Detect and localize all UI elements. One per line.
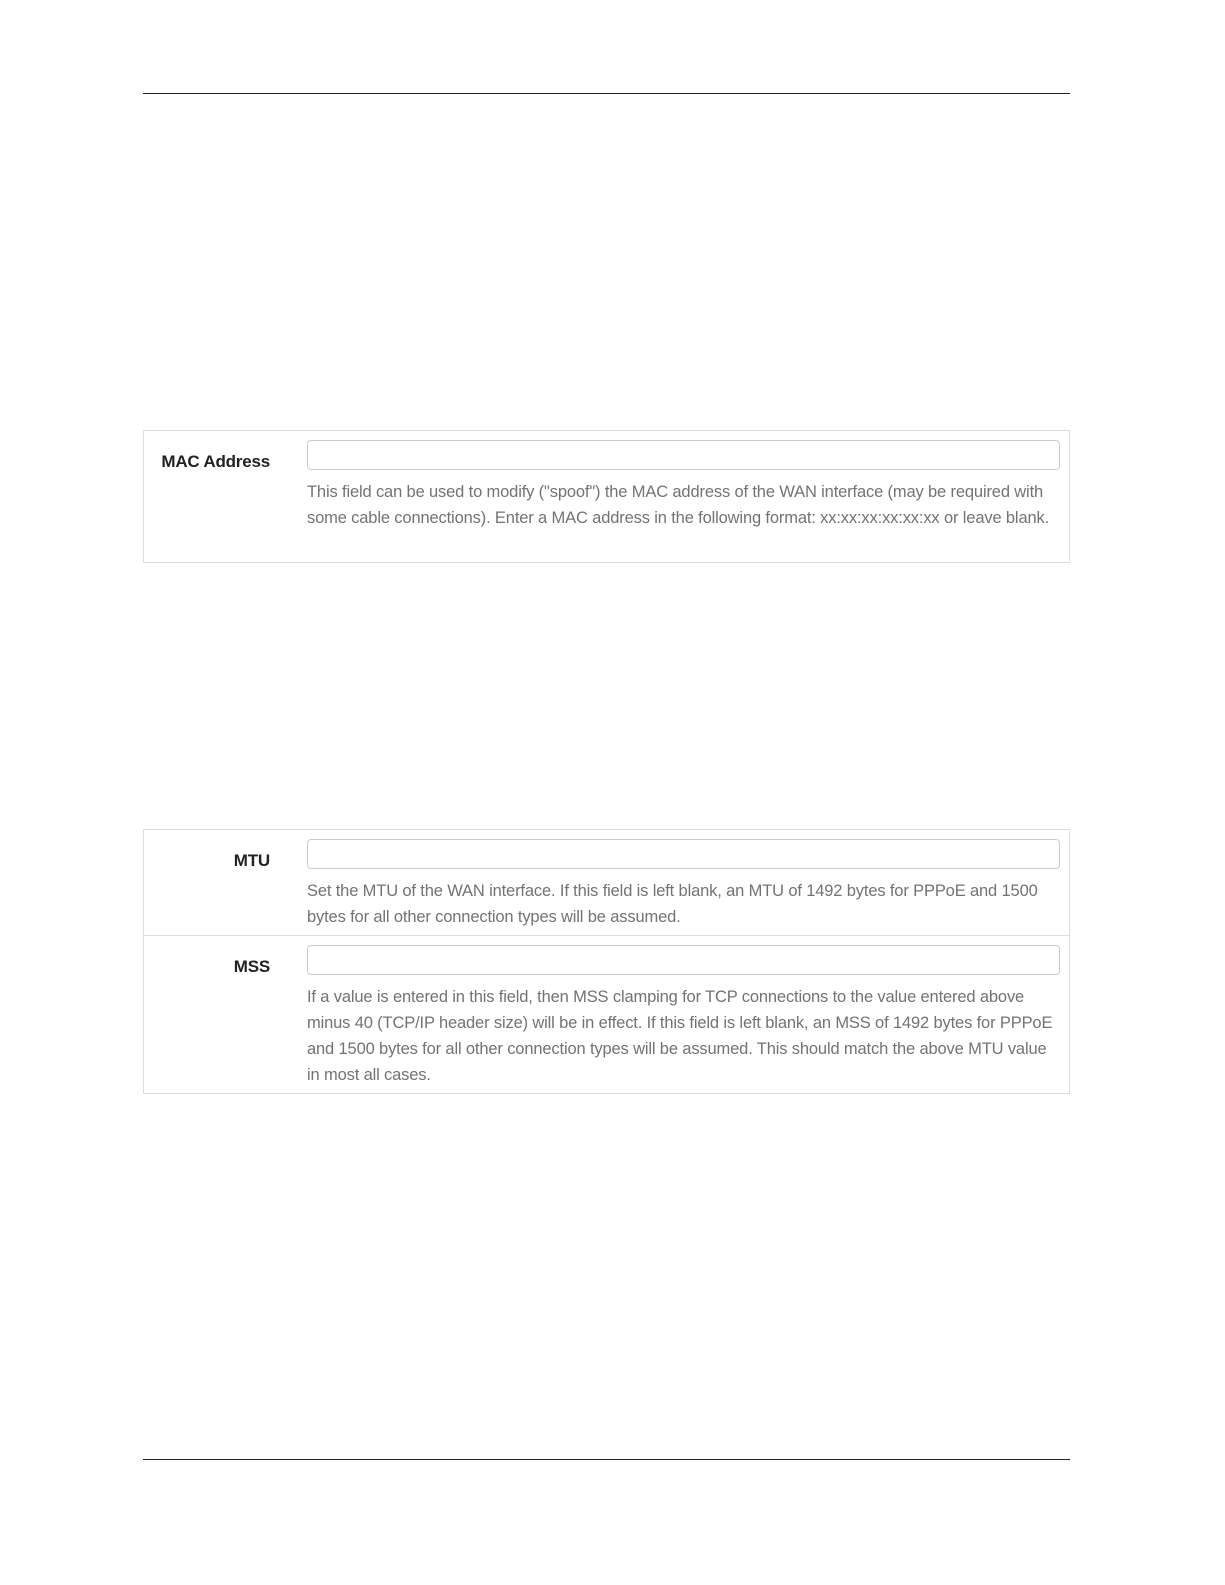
mtu-mss-panel: [143, 829, 1070, 1094]
mss-label: MSS: [233, 957, 270, 976]
mtu-input[interactable]: [307, 839, 1060, 869]
mtu-row: [144, 830, 1069, 935]
mac-address-input[interactable]: [307, 440, 1060, 470]
header-rule: [143, 93, 1070, 94]
mss-help: If a value is entered in this field, then MSS clamping for TCP connections to the value entered above minus 40 (TCP/IP header size) will be in effect. If this field is left blank, an MSS of 1492 bytes for PPPoE and 1500 bytes for all other connection types will be assumed. This should match the above MTU value in most all cases.: [307, 988, 1053, 1084]
mss-row: [144, 935, 1069, 1093]
mss-field-group: [270, 936, 1069, 1093]
mtu-label: MTU: [233, 851, 270, 870]
mac-address-row: [144, 431, 1069, 562]
mtu-field-group: [270, 830, 1069, 935]
mac-address-label: MAC Address: [161, 452, 270, 471]
mac-address-help: This field can be used to modify ("spoof") the MAC address of the WAN interface (may be required with some cable connections). Enter a MAC address in the following format: xx:xx:xx:xx:xx:xx or leave blank.: [307, 483, 1050, 527]
mac-address-field-group: [270, 431, 1069, 562]
footer-rule: [143, 1459, 1070, 1460]
mac-address-panel: [143, 430, 1070, 563]
mss-input[interactable]: [307, 945, 1060, 975]
mtu-help: Set the MTU of the WAN interface. If this field is left blank, an MTU of 1492 bytes for PPPoE and 1500 bytes for all other connection types will be assumed.: [307, 882, 1038, 926]
